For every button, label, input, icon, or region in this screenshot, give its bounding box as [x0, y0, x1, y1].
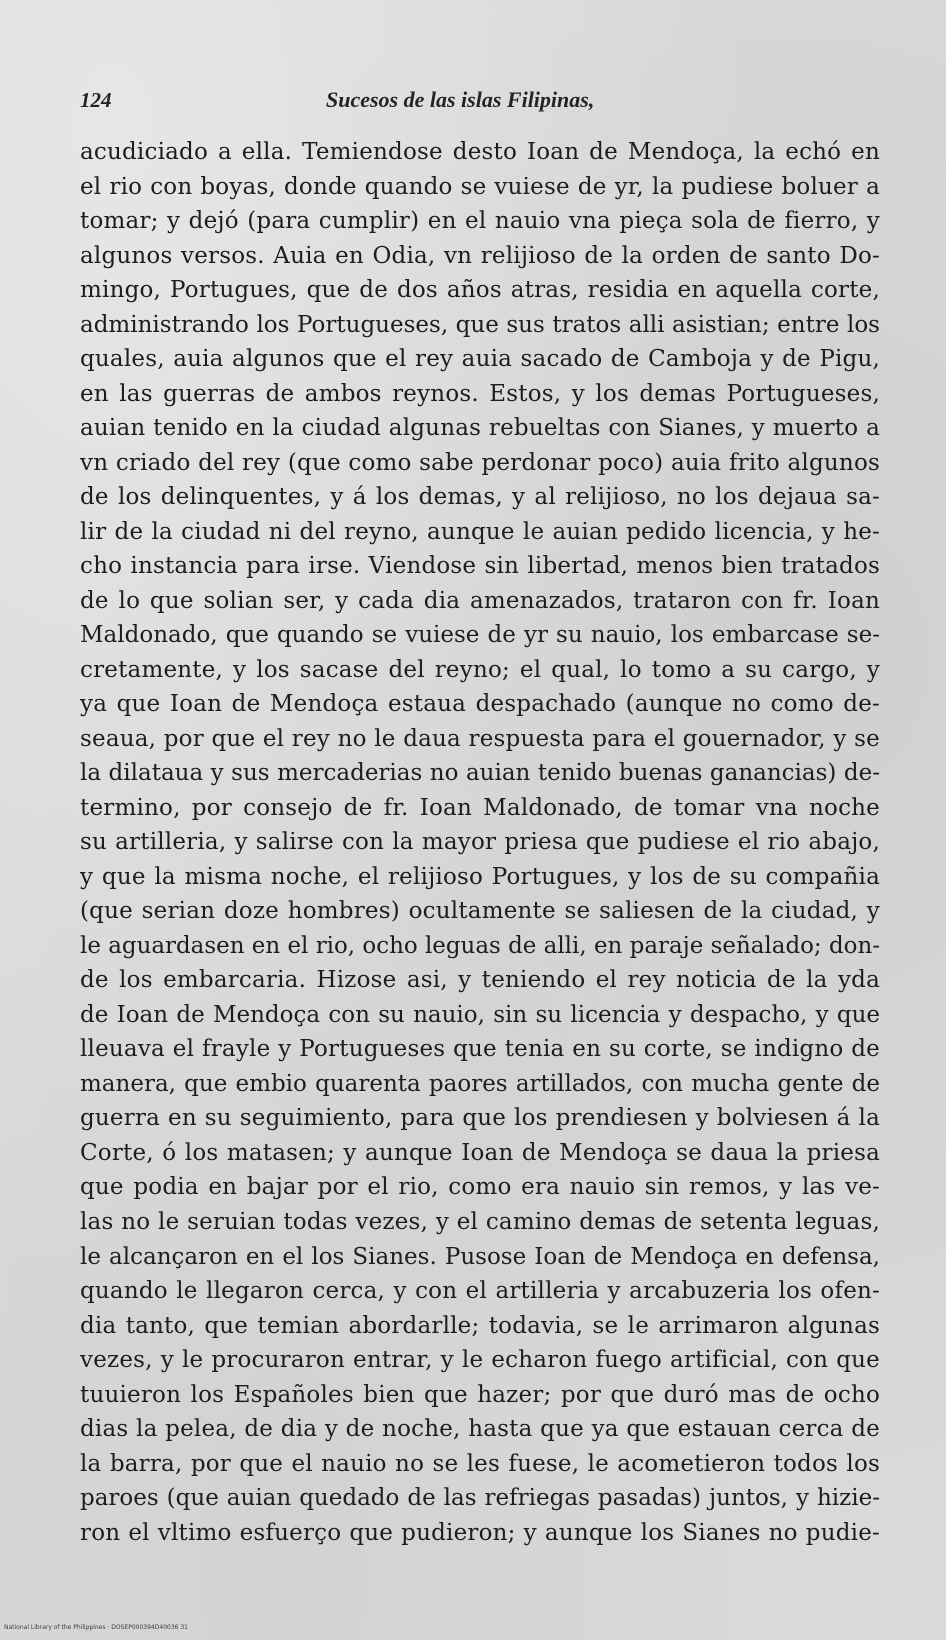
text-line: Corte, ó los matasen; y aunque Ioan de Mendoça se daua la priesa [80, 1139, 880, 1166]
running-head [80, 86, 880, 120]
text-line: le alcançaron en el los Sianes. Pusose Ioan de Mendoça en defensa, [80, 1243, 880, 1270]
text-line: de los embarcaria. Hizose asi, y teniendo el rey noticia de la yda [80, 967, 880, 994]
text-line: su artilleria, y salirse con la mayor priesa que pudiese el rio abajo, [80, 829, 880, 856]
text-line: y que la misma noche, el relijioso Portugues, y los de su compañia [80, 863, 880, 890]
text-line: lir de la ciudad ni del reyno, aunque le auian pedido licencia, y he- [80, 518, 880, 545]
text-line: la dilataua y sus mercaderias no auian tenido buenas ganancias) de- [80, 760, 880, 787]
text-line: tomar; y dejó (para cumplir) en el nauio vna pieça sola de fierro, y [80, 208, 880, 235]
text-line: mingo, Portugues, que de dos años atras, residia en aquella corte, [80, 277, 880, 304]
text-line: acudiciado a ella. Temiendose desto Ioan de Mendoça, la echó en [80, 139, 880, 165]
text-line: de lo que solian ser, y cada dia amenazados, trataron con fr. Ioan [80, 587, 880, 614]
text-line: las no le seruian todas vezes, y el camino demas de setenta leguas, [80, 1208, 880, 1235]
text-line: manera, que embio quarenta paores artillados, con mucha gente de [80, 1070, 880, 1097]
text-line: quales, auia algunos que el rey auia sacado de Camboja y de Pigu, [80, 346, 880, 373]
text-line: la barra, por que el nauio no se les fuese, le acometieron todos los [80, 1450, 880, 1477]
text-line: de Ioan de Mendoça con su nauio, sin su licencia y despacho, y que [80, 1001, 880, 1028]
text-line: le aguardasen en el rio, ocho leguas de alli, en paraje señalado; don- [80, 932, 880, 959]
text-line: termino, por consejo de fr. Ioan Maldonado, de tomar vna noche [80, 794, 880, 821]
text-line: algunos versos. Auia en Odia, vn relijioso de la orden de santo Do- [80, 242, 880, 269]
text-line: quando le llegaron cerca, y con el artilleria y arcabuzeria los ofen- [80, 1278, 880, 1305]
text-line: el rio con boyas, donde quando se vuiese de yr, la pudiese boluer a [80, 173, 880, 200]
text-line: paroes (que auian quedado de las refriegas pasadas) juntos, y hizie- [80, 1485, 880, 1512]
text-line: administrando los Portugueses, que sus tratos alli asistian; entre los [80, 311, 880, 338]
text-line: dia tanto, que temian abordarlle; todavia, se le arrimaron algunas [80, 1312, 880, 1339]
text-line: tuuieron los Españoles bien que hazer; por que duró mas de ocho [80, 1381, 880, 1408]
text-line: ron el vltimo esfuerço que pudieron; y aunque los Sianes no pudie- [80, 1519, 880, 1546]
text-line: (que serian doze hombres) ocultamente se saliesen de la ciudad, y [80, 898, 880, 925]
text-line: auian tenido en la ciudad algunas rebueltas con Sianes, y muerto a [80, 415, 880, 442]
text-line: vn criado del rey (que como sabe perdonar poco) auia frito algunos [80, 449, 880, 476]
body-text [80, 135, 880, 1550]
text-line: vezes, y le procuraron entrar, y le echaron fuego artificial, con que [80, 1347, 880, 1374]
text-line: lleuava el frayle y Portugueses que tenia en su corte, se indigno de [80, 1036, 880, 1063]
text-line: en las guerras de ambos reynos. Estos, y los demas Portugueses, [80, 380, 880, 407]
library-footer-note: National Library of the Philippines · DOSEP000394D40036 31 [4, 1624, 189, 1631]
text-line: ya que Ioan de Mendoça estaua despachado (aunque no como de- [80, 691, 880, 718]
text-line: cretamente, y los sacase del reyno; el qual, lo tomo a su cargo, y [80, 656, 880, 683]
running-title: Sucesos de las islas Filipinas, [326, 87, 595, 112]
text-line: dias la pelea, de dia y de noche, hasta que ya que estauan cerca de [80, 1416, 880, 1443]
text-line: cho instancia para irse. Viendose sin libertad, menos bien tratados [80, 553, 880, 580]
page-number: 124 [80, 88, 112, 112]
text-line: guerra en su seguimiento, para que los prendiesen y bolviesen á la [80, 1105, 880, 1132]
text-line: Maldonado, que quando se vuiese de yr su nauio, los embarcase se- [80, 622, 880, 649]
text-line: de los delinquentes, y á los demas, y al relijioso, no los dejaua sa- [80, 484, 880, 511]
text-line: que podia en bajar por el rio, como era nauio sin remos, y las ve- [80, 1174, 880, 1201]
text-line: seaua, por que el rey no le daua respuesta para el gouernador, y se [80, 725, 880, 752]
